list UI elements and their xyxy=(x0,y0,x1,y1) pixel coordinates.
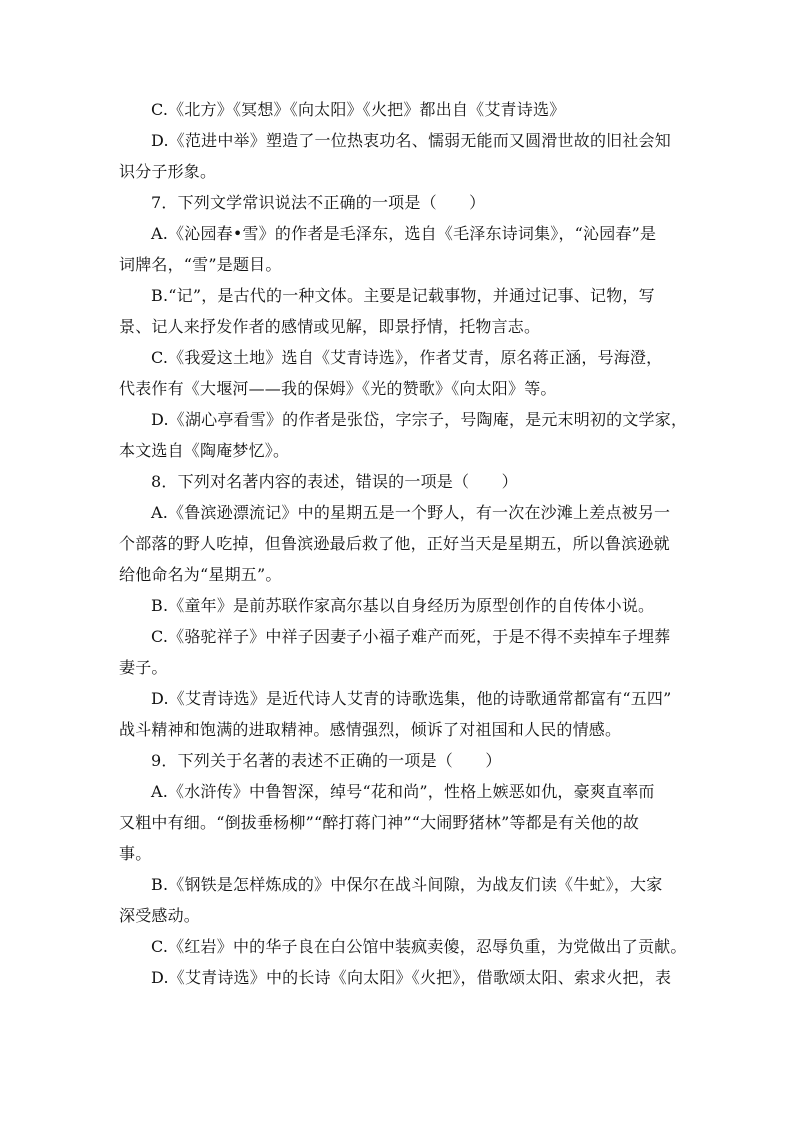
text-line: 给他命名为“星期五”。 xyxy=(119,565,282,584)
text-line: C.《红岩》中的华子良在白公馆中装疯卖傻，忍辱负重，为党做出了贡献。 xyxy=(151,937,687,956)
text-line: D.《湖心亭看雪》的作者是张岱，字宗子，号陶庵，是元末明初的文学家， xyxy=(151,410,688,429)
text-line: 7．下列文学常识说法不正确的一项是（ ） xyxy=(151,193,486,212)
text-line: D.《艾青诗选》是近代诗人艾青的诗歌选集，他的诗歌通常都富有“五四” xyxy=(151,689,672,708)
text-line: 识分子形象。 xyxy=(119,162,217,181)
text-line: 景、记人来抒发作者的感情或见解，即景抒情，托物言志。 xyxy=(119,317,541,336)
text-line: 8．下列对名著内容的表述，错误的一项是（ ） xyxy=(151,472,518,491)
text-line: A.《沁园春•雪》的作者是毛泽东，选自《毛泽东诗词集》，“沁园春”是 xyxy=(151,224,657,243)
text-line: C.《我爱这土地》选自《艾青诗选》，作者艾青，原名蒋正涵，号海澄， xyxy=(151,348,663,367)
text-line: A.《水浒传》中鲁智深，绰号“花和尚”，性格上嫉恶如仇，豪爽直率而 xyxy=(151,782,655,801)
text-line: A.《鲁滨逊漂流记》中的星期五是一个野人，有一次在沙滩上差点被另一 xyxy=(151,503,671,522)
text-line: 9．下列关于名著的表述不正确的一项是（ ） xyxy=(151,751,502,770)
text-line: 个部落的野人吃掉，但鲁滨逊最后救了他，正好当天是星期五，所以鲁滨逊就 xyxy=(119,534,670,553)
text-line: B.《钢铁是怎样炼成的》中保尔在战斗间隙，为战友们读《牛虻》，大家 xyxy=(151,875,663,894)
text-line: 事。 xyxy=(119,844,152,863)
text-line: 妻子。 xyxy=(119,658,168,677)
text-line: D.《范进中举》塑造了一位热衷功名、懦弱无能而又圆滑世故的旧社会知 xyxy=(151,131,671,150)
text-line: B.“记”，是古代的一种文体。主要是记载事物，并通过记事、记物，写 xyxy=(151,286,655,305)
text-line: 又粗中有细。“倒拔垂杨柳”“醉打蒋门神”“大闹野猪林”等都是有关他的故 xyxy=(119,813,640,832)
text-line: 词牌名，“雪”是题目。 xyxy=(119,255,282,274)
text-line: 代表作有《大堰河——我的保姆》《光的赞歌》《向太阳》等。 xyxy=(119,379,557,398)
text-line: C.《北方》《冥想》《向太阳》《火把》都出自《艾青诗选》 xyxy=(151,100,566,119)
text-line: 本文选自《陶庵梦忆》。 xyxy=(119,441,290,460)
text-line: 战斗精神和饱满的进取精神。感情强烈，倾诉了对祖国和人民的情感。 xyxy=(119,720,622,739)
text-line: D.《艾青诗选》中的长诗《向太阳》《火把》，借歌颂太阳、索求火把，表 xyxy=(151,968,672,987)
text-line: C.《骆驼祥子》中祥子因妻子小福子难产而死，于是不得不卖掉车子埋葬 xyxy=(151,627,671,646)
document-body xyxy=(119,94,688,993)
text-line: 深受感动。 xyxy=(119,906,201,925)
text-line: B.《童年》是前苏联作家高尔基以自身经历为原型创作的自传体小说。 xyxy=(151,596,655,615)
